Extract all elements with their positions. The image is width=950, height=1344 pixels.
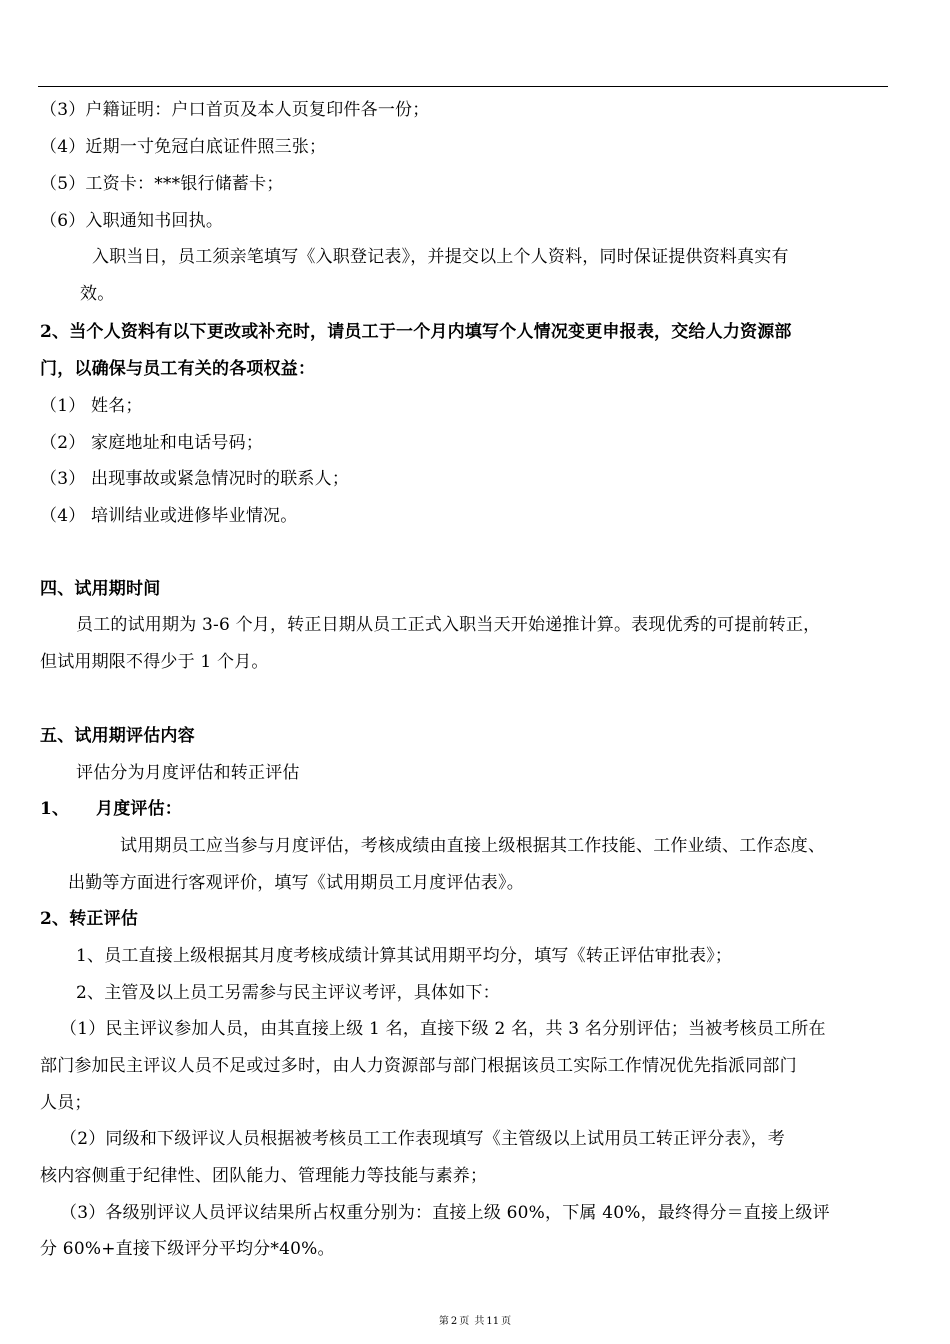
- section-heading: 2、当个人资料有以下更改或补充时，请员工于一个月内填写个人情况变更申报表，交给人力资源部: [40, 322, 792, 342]
- footer-total-number: 11: [486, 1316, 500, 1327]
- paragraph-line: 分 60%+直接下级评分平均分*40%。: [40, 1239, 335, 1259]
- list-item: （2） 家庭地址和电话号码；: [40, 433, 264, 453]
- header-rule: [38, 86, 888, 87]
- footer-total-label: 共: [474, 1316, 485, 1327]
- list-item: （4）近期一寸免冠白底证件照三张；: [40, 137, 327, 157]
- footer-page-unit: 页: [459, 1316, 470, 1327]
- paragraph-line: 试用期员工应当参与月度评估，考核成绩由直接上级根据其工作技能、工作业绩、工作态度、: [120, 836, 826, 856]
- onboarding-paragraph-line: 效。: [80, 284, 115, 304]
- paragraph-line: 部门参加民主评议人员不足或过多时，由人力资源部与部门根据该员工实际工作情况优先指派同部门: [40, 1056, 797, 1076]
- paragraph-line: 但试用期限不得少于 1 个月。: [40, 652, 269, 672]
- list-item: （1） 姓名；: [40, 396, 143, 416]
- page-footer: [0, 1315, 950, 1329]
- paragraph-line: （1）民主评议参加人员，由其直接上级 1 名，直接下级 2 名，共 3 名分别评估；当被考核员工所在: [60, 1019, 826, 1039]
- paragraph-line: （2）同级和下级评议人员根据被考核员工工作表现填写《主管级以上试用员工转正评分表》，考: [60, 1129, 785, 1149]
- list-item: （3） 出现事故或紧急情况时的联系人；: [40, 469, 350, 489]
- paragraph-line: 员工的试用期为 3-6 个月，转正日期从员工正式入职当天开始递推计算。表现优秀的可提前转正，: [76, 615, 821, 635]
- paragraph-line: （3）各级别评议人员评议结果所占权重分别为：直接上级 60%，下属 40%，最终得分＝直接上级评: [60, 1203, 830, 1223]
- paragraph-line: 核内容侧重于纪律性、团队能力、管理能力等技能与素养；: [40, 1166, 488, 1186]
- footer-total-unit: 页: [501, 1316, 512, 1327]
- list-item: （5）工资卡：***银行储蓄卡；: [40, 174, 284, 194]
- footer-page-label: 第: [438, 1316, 449, 1327]
- paragraph-line: 1、员工直接上级根据其月度考核成绩计算其试用期平均分，填写《转正评估审批表》；: [76, 946, 733, 966]
- section-heading: 门，以确保与员工有关的各项权益：: [40, 359, 316, 379]
- paragraph-line: 人员；: [40, 1093, 92, 1113]
- subsection-title: 2、转正评估: [40, 909, 139, 929]
- subsection-title: 月度评估：: [96, 799, 182, 819]
- footer-page-number: 2: [450, 1316, 458, 1327]
- paragraph-line: 评估分为月度评估和转正评估: [76, 763, 300, 783]
- paragraph-line: 出勤等方面进行客观评价，填写《试用期员工月度评估表》。: [68, 873, 524, 893]
- subsection-number: 1、: [40, 799, 70, 819]
- list-item: （4） 培训结业或进修毕业情况。: [40, 506, 298, 526]
- paragraph-line: 2、主管及以上员工另需参与民主评议考评，具体如下：: [76, 983, 500, 1003]
- list-item: （3）户籍证明：户口首页及本人页复印件各一份；: [40, 100, 430, 120]
- section-heading: 五、试用期评估内容: [40, 726, 195, 746]
- section-heading: 四、试用期时间: [40, 579, 161, 599]
- list-item: （6）入职通知书回执。: [40, 211, 224, 231]
- onboarding-paragraph-line: 入职当日，员工须亲笔填写《入职登记表》，并提交以上个人资料，同时保证提供资料真实有: [92, 247, 789, 267]
